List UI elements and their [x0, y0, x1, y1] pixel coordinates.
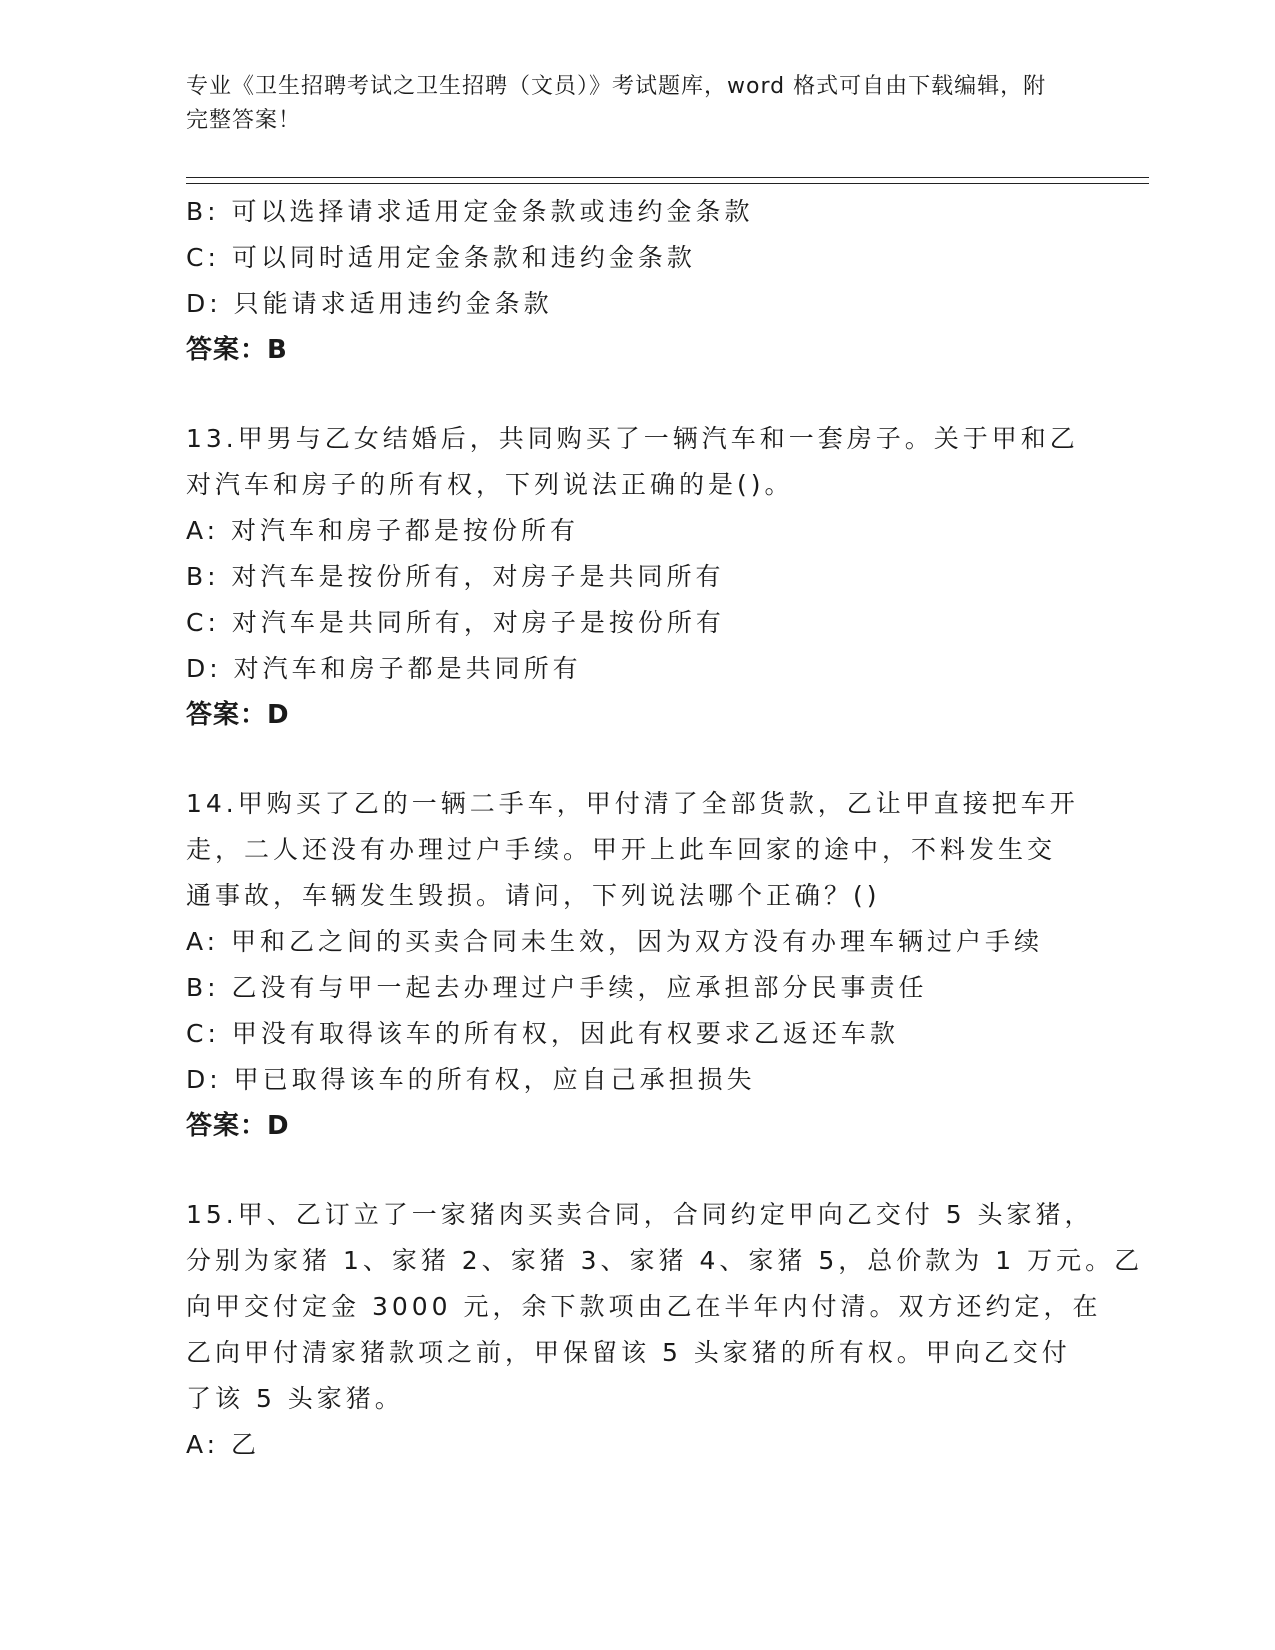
option-a: A: 乙	[186, 1430, 261, 1459]
question-12-tail	[186, 189, 1086, 373]
question-15	[186, 1192, 1144, 1468]
answer-label: 答案：D	[186, 700, 290, 730]
option-d: D: 对汽车和房子都是共同所有	[186, 654, 582, 683]
spacer	[186, 373, 1086, 416]
option-b: B: 乙没有与甲一起去办理过户手续，应承担部分民事责任	[186, 973, 928, 1002]
option-d: D: 甲已取得该车的所有权，应自己承担损失	[186, 1065, 756, 1094]
option-b: B: 对汽车是按份所有，对房子是共同所有	[186, 562, 725, 591]
question-content	[186, 189, 1144, 1468]
option-c: C: 对汽车是共同所有，对房子是按份所有	[186, 608, 725, 637]
question-stem-line: 13.甲男与乙女结婚后，共同购买了一辆汽车和一套房子。关于甲和乙	[186, 424, 1079, 453]
spacer	[186, 1149, 1086, 1192]
question-stem-line: 乙向甲付清家猪款项之前，甲保留该 5 头家猪的所有权。甲向乙交付	[186, 1338, 1071, 1367]
question-stem-line: 走，二人还没有办理过户手续。甲开上此车回家的途中，不料发生交	[186, 835, 1057, 864]
question-stem-line: 对汽车和房子的所有权，下列说法正确的是()。	[186, 470, 794, 499]
option-c: C: 甲没有取得该车的所有权，因此有权要求乙返还车款	[186, 1019, 899, 1048]
option-a: A: 对汽车和房子都是按份所有	[186, 516, 580, 545]
question-stem-line: 14.甲购买了乙的一辆二手车，甲付清了全部货款，乙让甲直接把车开	[186, 789, 1079, 818]
option-b: B: 可以选择请求适用定金条款或违约金条款	[186, 197, 754, 226]
header-divider	[186, 177, 1149, 184]
spacer	[186, 738, 1086, 781]
option-a: A: 甲和乙之间的买卖合同未生效，因为双方没有办理车辆过户手续	[186, 927, 1044, 956]
answer-label: 答案：B	[186, 335, 288, 365]
question-stem-line: 分别为家猪 1、家猪 2、家猪 3、家猪 4、家猪 5，总价款为 1 万元。乙	[186, 1246, 1144, 1275]
question-13	[186, 416, 1086, 738]
question-stem-line: 向甲交付定金 3000 元，余下款项由乙在半年内付清。双方还约定，在	[186, 1292, 1102, 1321]
option-c: C: 可以同时适用定金条款和违约金条款	[186, 243, 696, 272]
question-14	[186, 781, 1086, 1149]
question-stem-line: 了该 5 头家猪。	[186, 1384, 404, 1413]
document-header: 专业《卫生招聘考试之卫生招聘（文员）》考试题库，word 格式可自由下载编辑，附完整答案！	[186, 74, 1047, 133]
answer-label: 答案：D	[186, 1111, 290, 1141]
question-stem-line: 通事故，车辆发生毁损。请问，下列说法哪个正确？()	[186, 881, 881, 910]
question-stem-line: 15.甲、乙订立了一家猪肉买卖合同，合同约定甲向乙交付 5 头家猪，	[186, 1200, 1094, 1229]
option-d: D: 只能请求适用违约金条款	[186, 289, 553, 318]
